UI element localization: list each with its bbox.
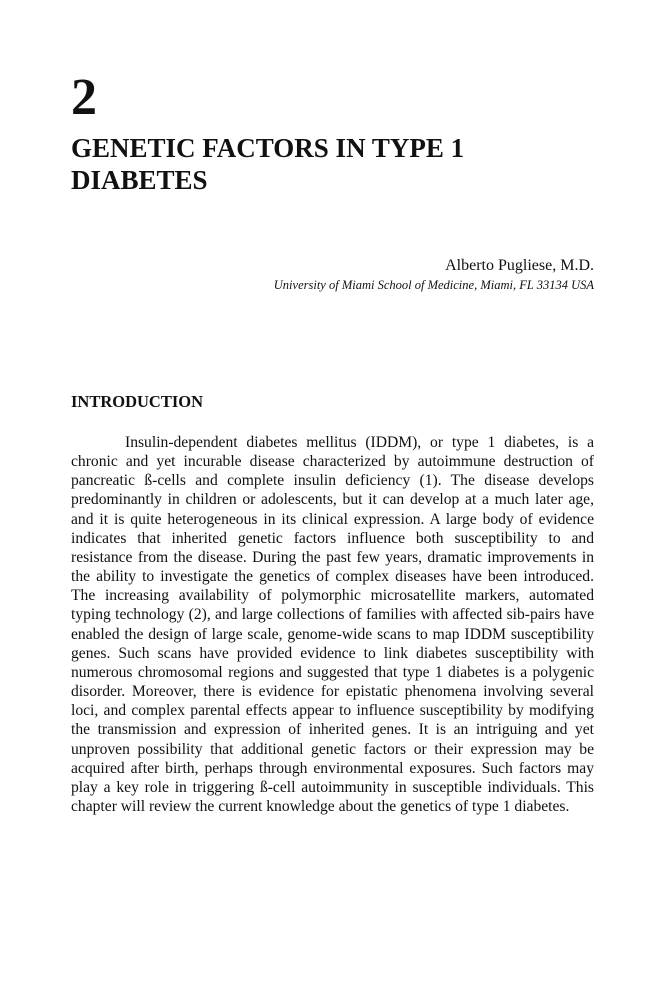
chapter-title: GENETIC FACTORS IN TYPE 1 DIABETES [71, 133, 465, 195]
author-affiliation: University of Miami School of Medicine, Miami, FL 33134 USA [273, 278, 594, 292]
chapter-number: 2 [71, 69, 97, 126]
author-block [274, 256, 594, 294]
introduction-paragraph: Insulin-dependent diabetes mellitus (IDDM), or type 1 diabetes, is a chronic and yet incurable disease characterized by autoimmune destruction of pancreatic ß-cells and complete insulin deficiency (1). The disease develops predominantly in children or adolescents, but it can develop at a much later age, and it is quite heterogeneous in its clinical expression. A large body of evidence indicates that inherited genetic factors influence both susceptibility to and resistance from the disease. During the past few years, dramatic improvements in the ability to investigate the genetics of complex diseases have been introduced. The increasing availability of polymorphic microsatellite markers, automated typing technology (2), and large collections of families with affected sib-pairs have enabled the design of large scale, genome-wide scans to map IDDM susceptibility genes. Such scans have provided evidence to link diabetes susceptibility with numerous chromosomal regions and suggested that type 1 diabetes is a polygenic disorder. Moreover, there is evidence for epistatic phenomena involving several loci, and complex parental effects appear to influence susceptibility by modifying the transmission and expression of inherited genes. It is an intriguing and yet unproven possibility that additional genetic factors or their expression may be acquired after birth, perhaps through environmental exposures. Such factors may play a key role in triggering ß-cell autoimmunity in susceptible individuals. This chapter will review the current knowledge about the genetics of type 1 diabetes. [71, 434, 594, 815]
author-name: Alberto Pugliese, M.D. [445, 257, 594, 274]
section-heading-introduction: INTRODUCTION [71, 392, 204, 411]
